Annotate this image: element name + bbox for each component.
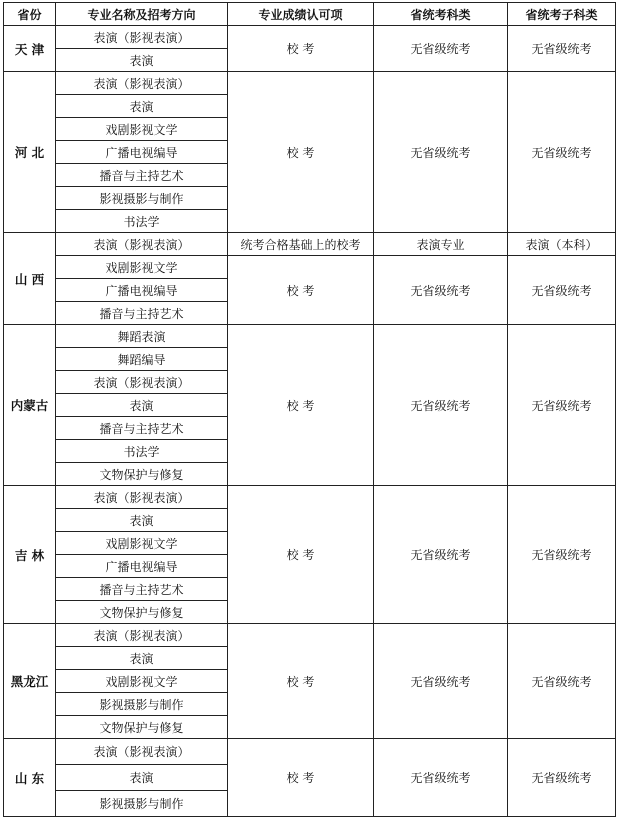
- subsubject-cell: 表演（本科）: [508, 233, 616, 256]
- major-cell: 书法学: [56, 440, 228, 463]
- subsubject-cell: 无省级统考: [508, 72, 616, 233]
- province-cell: 山 西: [4, 233, 56, 325]
- major-cell: 表演: [56, 509, 228, 532]
- table-header: [4, 3, 616, 26]
- major-cell: 文物保护与修复: [56, 716, 228, 739]
- recognition-cell: 校 考: [228, 256, 374, 325]
- major-cell: 播音与主持艺术: [56, 164, 228, 187]
- table-row: [4, 624, 616, 647]
- subject-cell: 无省级统考: [374, 325, 508, 486]
- major-cell: 播音与主持艺术: [56, 302, 228, 325]
- recognition-cell: 校 考: [228, 325, 374, 486]
- recognition-cell: 校 考: [228, 739, 374, 817]
- major-cell: 戏剧影视文学: [56, 118, 228, 141]
- subsubject-cell: 无省级统考: [508, 325, 616, 486]
- subject-cell: 无省级统考: [374, 72, 508, 233]
- header-major: 专业名称及招考方向: [56, 3, 228, 26]
- major-cell: 表演（影视表演）: [56, 624, 228, 647]
- major-cell: 影视摄影与制作: [56, 187, 228, 210]
- major-cell: 表演（影视表演）: [56, 739, 228, 765]
- major-cell: 广播电视编导: [56, 555, 228, 578]
- table-row: [4, 26, 616, 49]
- table-row: [4, 233, 616, 256]
- major-cell: 戏剧影视文学: [56, 256, 228, 279]
- subject-cell: 无省级统考: [374, 624, 508, 739]
- subject-cell: 无省级统考: [374, 486, 508, 624]
- province-cell: 吉 林: [4, 486, 56, 624]
- recognition-cell: 校 考: [228, 486, 374, 624]
- major-cell: 广播电视编导: [56, 279, 228, 302]
- header-recognition: 专业成绩认可项: [228, 3, 374, 26]
- major-cell: 表演: [56, 95, 228, 118]
- table-row: [4, 72, 616, 95]
- table-row: [4, 486, 616, 509]
- major-cell: 文物保护与修复: [56, 463, 228, 486]
- recognition-cell: 校 考: [228, 72, 374, 233]
- major-cell: 戏剧影视文学: [56, 670, 228, 693]
- major-cell: 表演（影视表演）: [56, 371, 228, 394]
- header-subsubject: 省统考子科类: [508, 3, 616, 26]
- major-cell: 影视摄影与制作: [56, 791, 228, 817]
- major-cell: 表演: [56, 765, 228, 791]
- subsubject-cell: 无省级统考: [508, 624, 616, 739]
- province-cell: 内蒙古: [4, 325, 56, 486]
- subsubject-cell: 无省级统考: [508, 256, 616, 325]
- subject-cell: 表演专业: [374, 233, 508, 256]
- province-cell: 河 北: [4, 72, 56, 233]
- header-row: [4, 3, 616, 26]
- province-cell: 黑龙江: [4, 624, 56, 739]
- major-cell: 播音与主持艺术: [56, 578, 228, 601]
- major-cell: 表演: [56, 647, 228, 670]
- major-cell: 文物保护与修复: [56, 601, 228, 624]
- major-cell: 表演（影视表演）: [56, 233, 228, 256]
- table-row: [4, 325, 616, 348]
- subsubject-cell: 无省级统考: [508, 739, 616, 817]
- major-cell: 表演（影视表演）: [56, 486, 228, 509]
- admission-table: [3, 2, 616, 817]
- header-subject: 省统考科类: [374, 3, 508, 26]
- recognition-cell: 统考合格基础上的校考: [228, 233, 374, 256]
- subject-cell: 无省级统考: [374, 26, 508, 72]
- major-cell: 表演（影视表演）: [56, 72, 228, 95]
- subject-cell: 无省级统考: [374, 739, 508, 817]
- major-cell: 表演: [56, 49, 228, 72]
- major-cell: 表演（影视表演）: [56, 26, 228, 49]
- subsubject-cell: 无省级统考: [508, 486, 616, 624]
- table-row: [4, 256, 616, 279]
- major-cell: 播音与主持艺术: [56, 417, 228, 440]
- major-cell: 表演: [56, 394, 228, 417]
- recognition-cell: 校 考: [228, 624, 374, 739]
- major-cell: 书法学: [56, 210, 228, 233]
- table-row: [4, 739, 616, 765]
- recognition-cell: 校 考: [228, 26, 374, 72]
- major-cell: 广播电视编导: [56, 141, 228, 164]
- province-cell: 山 东: [4, 739, 56, 817]
- province-cell: 天 津: [4, 26, 56, 72]
- subject-cell: 无省级统考: [374, 256, 508, 325]
- major-cell: 舞蹈表演: [56, 325, 228, 348]
- major-cell: 戏剧影视文学: [56, 532, 228, 555]
- major-cell: 舞蹈编导: [56, 348, 228, 371]
- table-body: [4, 26, 616, 817]
- header-province: 省份: [4, 3, 56, 26]
- major-cell: 影视摄影与制作: [56, 693, 228, 716]
- subsubject-cell: 无省级统考: [508, 26, 616, 72]
